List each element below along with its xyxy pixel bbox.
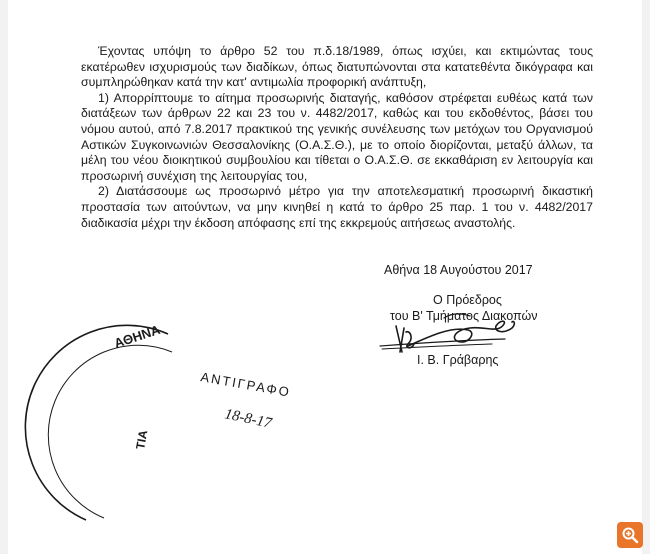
paragraph-ruling-2: 2) Διατάσσουμε ως προσωρινό μέτρο για την αποτελεσματική προσωρινή δικαστική προστασία των αιτούντων, να μην κινηθεί η κατά το άρθρο 25 παρ. 1 του ν. 4482/2017 διαδικασία μέχρι την έκδοση απόφασης επί της εκκρεμούς αιτήσεως αναστολής. [81,184,593,230]
zoom-in-icon [621,526,639,544]
paragraph-ruling-1: 1) Απορρίπτουμε το αίτημα προσωρινής διαταγής, καθόσον στρέφεται ευθέως κατά των διατάξεων των άρθρων 22 και 23 του ν. 4482/2017, καθώς και του εκδοθέντος, βάσει του νόμου αυτού, από 7.8.2017 πρακτικού της γενικής συνέλευσης των μετόχων του Οργανισμού Αστικών Συγκοινωνιών Θεσσαλονίκης (Ο.Α.Σ.Θ.), με το οποίο διορίζονται, μεταξύ άλλων, τα μέλη του νέου διοικητικού συμβουλίου και τίθεται ο Ο.Α.Σ.Θ. σε εκκαθάριση εν λειτουργία και προσωρινή συνέχιση της λειτουργίας του, [81,90,593,183]
round-stamp-text: ΑΘΗΝΑ [112,321,162,351]
signer-name: Ι. Β. Γράβαρης [417,353,499,367]
zoom-button[interactable] [617,522,643,548]
svg-text:ΤΙΑ: ΤΙΑ [133,429,151,451]
copy-stamp-date: 18-8-17 [223,406,273,432]
department-title: του Β' Τμήματος Διακοπών [390,309,538,323]
signature [380,314,514,352]
copy-stamp-text: ΑΝΤΙΓΡΑΦΟ [199,369,292,400]
round-stamp [25,322,172,520]
president-title: Ο Πρόεδρος [433,293,502,307]
date-line: Αθήνα 18 Αυγούστου 2017 [384,263,533,277]
paragraph-intro: Έχοντας υπόψη το άρθρο 52 του π.δ.18/1989, όπως ισχύει, και εκτιμώντας τους εκατέρωθεν ισχυρισμούς των διαδίκων, όπως διατυπώνονται στα κατατεθέντα δικόγραφα και συμπληρώθηκαν κατά την κατ' αντιμωλία προφορική ανάπτυξη, [81,44,593,90]
copy-stamp [199,369,291,432]
